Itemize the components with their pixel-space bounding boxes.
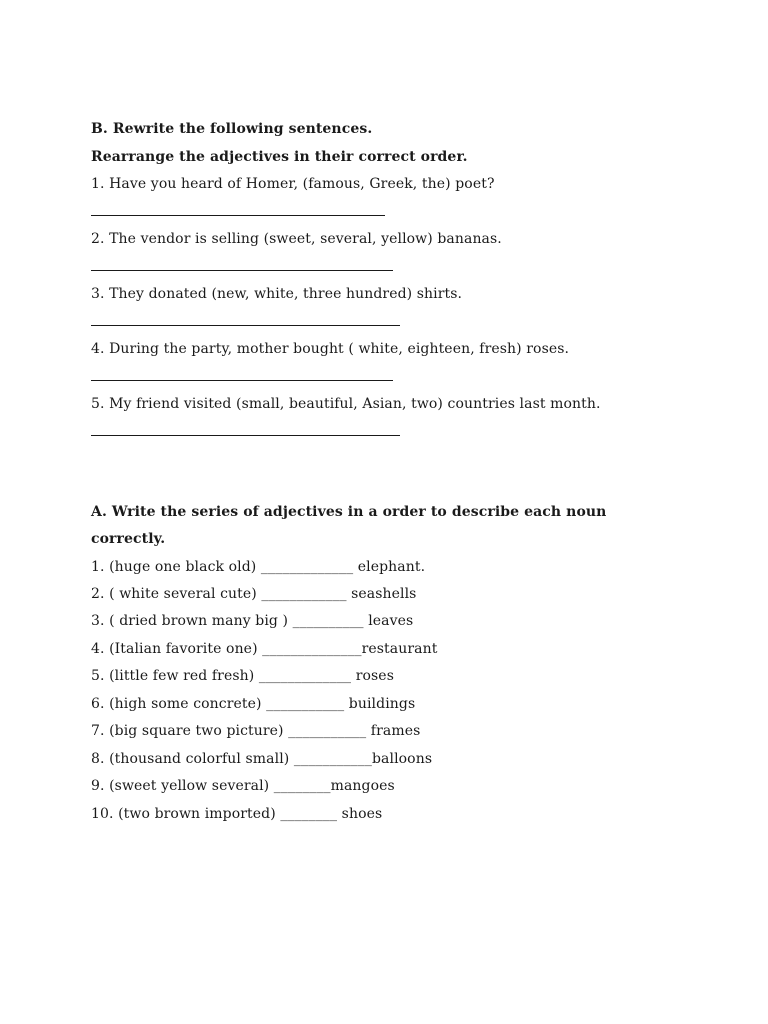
section-a-item-8: 8. (thousand colorful small) ___________balloons bbox=[91, 751, 433, 767]
answer-line-5 bbox=[91, 435, 400, 436]
section-a-heading: A. Write the series of adjectives in a order to describe each noun bbox=[91, 504, 607, 520]
section-b-heading: B. Rewrite the following sentences. bbox=[91, 121, 373, 137]
section-a-item-1: 1. (huge one black old) _____________ elephant. bbox=[91, 559, 426, 575]
section-b-item-1: 1. Have you heard of Homer, (famous, Greek, the) poet? bbox=[91, 176, 495, 192]
section-a-item-4: 4. (Italian favorite one) ______________restaurant bbox=[91, 641, 438, 657]
answer-line-2 bbox=[91, 270, 393, 271]
section-a-item-7: 7. (big square two picture) ___________ frames bbox=[91, 723, 421, 739]
section-b-item-2: 2. The vendor is selling (sweet, several, yellow) bananas. bbox=[91, 231, 502, 247]
section-b-item-3: 3. They donated (new, white, three hundred) shirts. bbox=[91, 286, 463, 302]
section-a-item-3: 3. ( dried brown many big ) __________ leaves bbox=[91, 613, 414, 629]
answer-line-1 bbox=[91, 215, 385, 216]
section-a-heading-continued: correctly. bbox=[91, 531, 166, 547]
section-a-item-10: 10. (two brown imported) ________ shoes bbox=[91, 806, 383, 822]
answer-line-3 bbox=[91, 325, 400, 326]
section-a-item-2: 2. ( white several cute) ____________ seashells bbox=[91, 586, 417, 602]
answer-line-4 bbox=[91, 380, 393, 381]
section-a-item-9: 9. (sweet yellow several) ________mangoes bbox=[91, 778, 395, 794]
section-b-instruction: Rearrange the adjectives in their correct order. bbox=[91, 149, 468, 165]
section-a-item-6: 6. (high some concrete) ___________ buildings bbox=[91, 696, 416, 712]
section-a-item-5: 5. (little few red fresh) _____________ roses bbox=[91, 668, 394, 684]
section-b-item-5: 5. My friend visited (small, beautiful, Asian, two) countries last month. bbox=[91, 396, 601, 412]
section-b-item-4: 4. During the party, mother bought ( white, eighteen, fresh) roses. bbox=[91, 341, 570, 357]
